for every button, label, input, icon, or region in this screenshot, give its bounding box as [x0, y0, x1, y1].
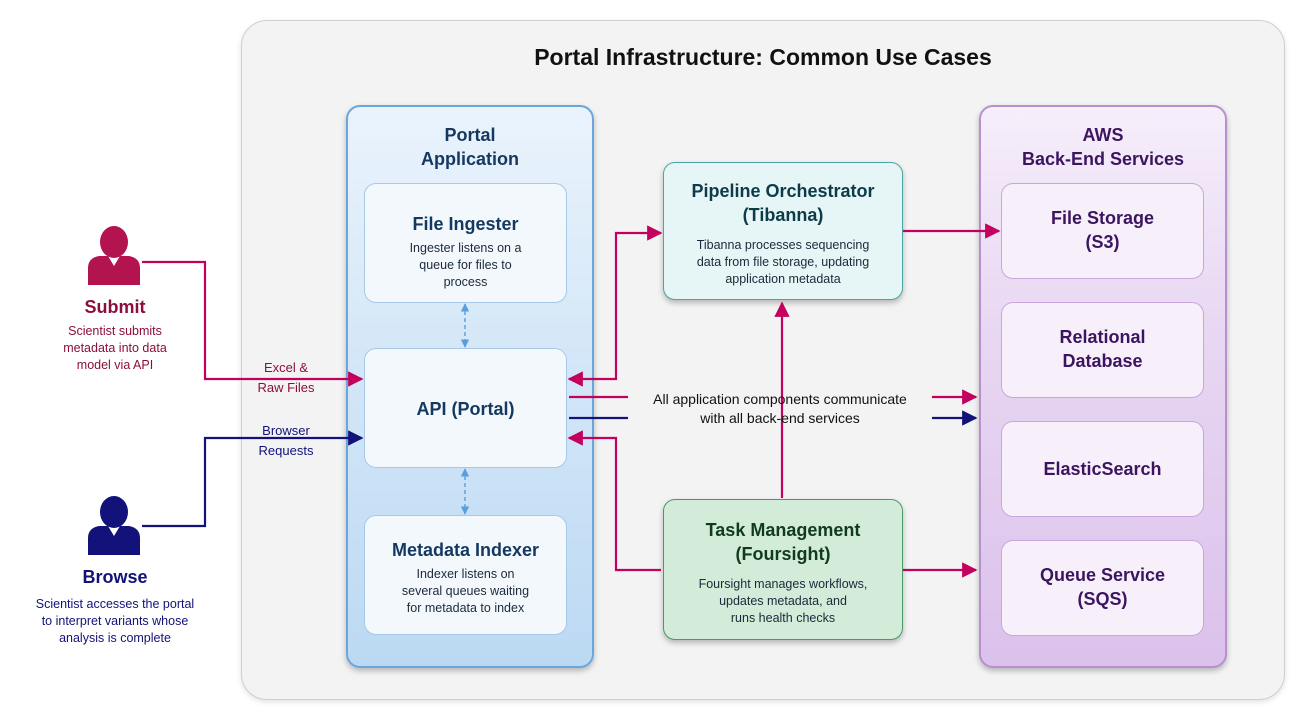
elasticsearch-title: ElasticSearch [1043, 459, 1162, 479]
browse-person-icon [88, 496, 140, 555]
portal-application-title: Portal Application [421, 125, 519, 169]
diagram-title: Portal Infrastructure: Common Use Cases [534, 44, 992, 70]
file-storage-title: File Storage (S3) [1050, 208, 1155, 252]
file-ingester-title: File Ingester [412, 214, 519, 234]
communication-label: All application components communicate with all back-end services [653, 391, 907, 426]
task-management-description: Foursight manages workflows, updates metadata, and runs health checks [698, 577, 868, 625]
browser-requests-label: Browser Requests [258, 423, 314, 458]
browse-label: Browse [82, 567, 148, 587]
aws-back-end-title: AWS Back-End Services [1021, 125, 1185, 169]
task-management-title: Task Management (Foursight) [705, 520, 861, 564]
browse-description: Scientist accesses the portal to interpret variants whose analysis is complete [35, 597, 195, 645]
api-portal-title: API (Portal) [416, 399, 515, 419]
metadata-indexer-title: Metadata Indexer [391, 540, 540, 560]
file-ingester-description: Ingester listens on a queue for files to process [409, 241, 522, 289]
pipeline-orchestrator-title: Pipeline Orchestrator (Tibanna) [691, 181, 875, 225]
task-api-arrow [569, 438, 661, 570]
metadata-indexer-description: Indexer listens on several queues waiting for metadata to index [401, 567, 530, 615]
api-orchestrator-arrow [569, 233, 661, 379]
pipeline-orchestrator-description: Tibanna processes sequencing data from file storage, updating application metadata [696, 238, 870, 286]
excel-raw-files-label: Excel & Raw Files [257, 360, 315, 395]
submit-person-icon [88, 226, 140, 285]
submit-label: Submit [84, 297, 146, 317]
queue-service-title: Queue Service (SQS) [1039, 565, 1166, 609]
relational-database-title: Relational Database [1059, 327, 1146, 371]
submit-description: Scientist submits metadata into data model via API [63, 324, 167, 372]
